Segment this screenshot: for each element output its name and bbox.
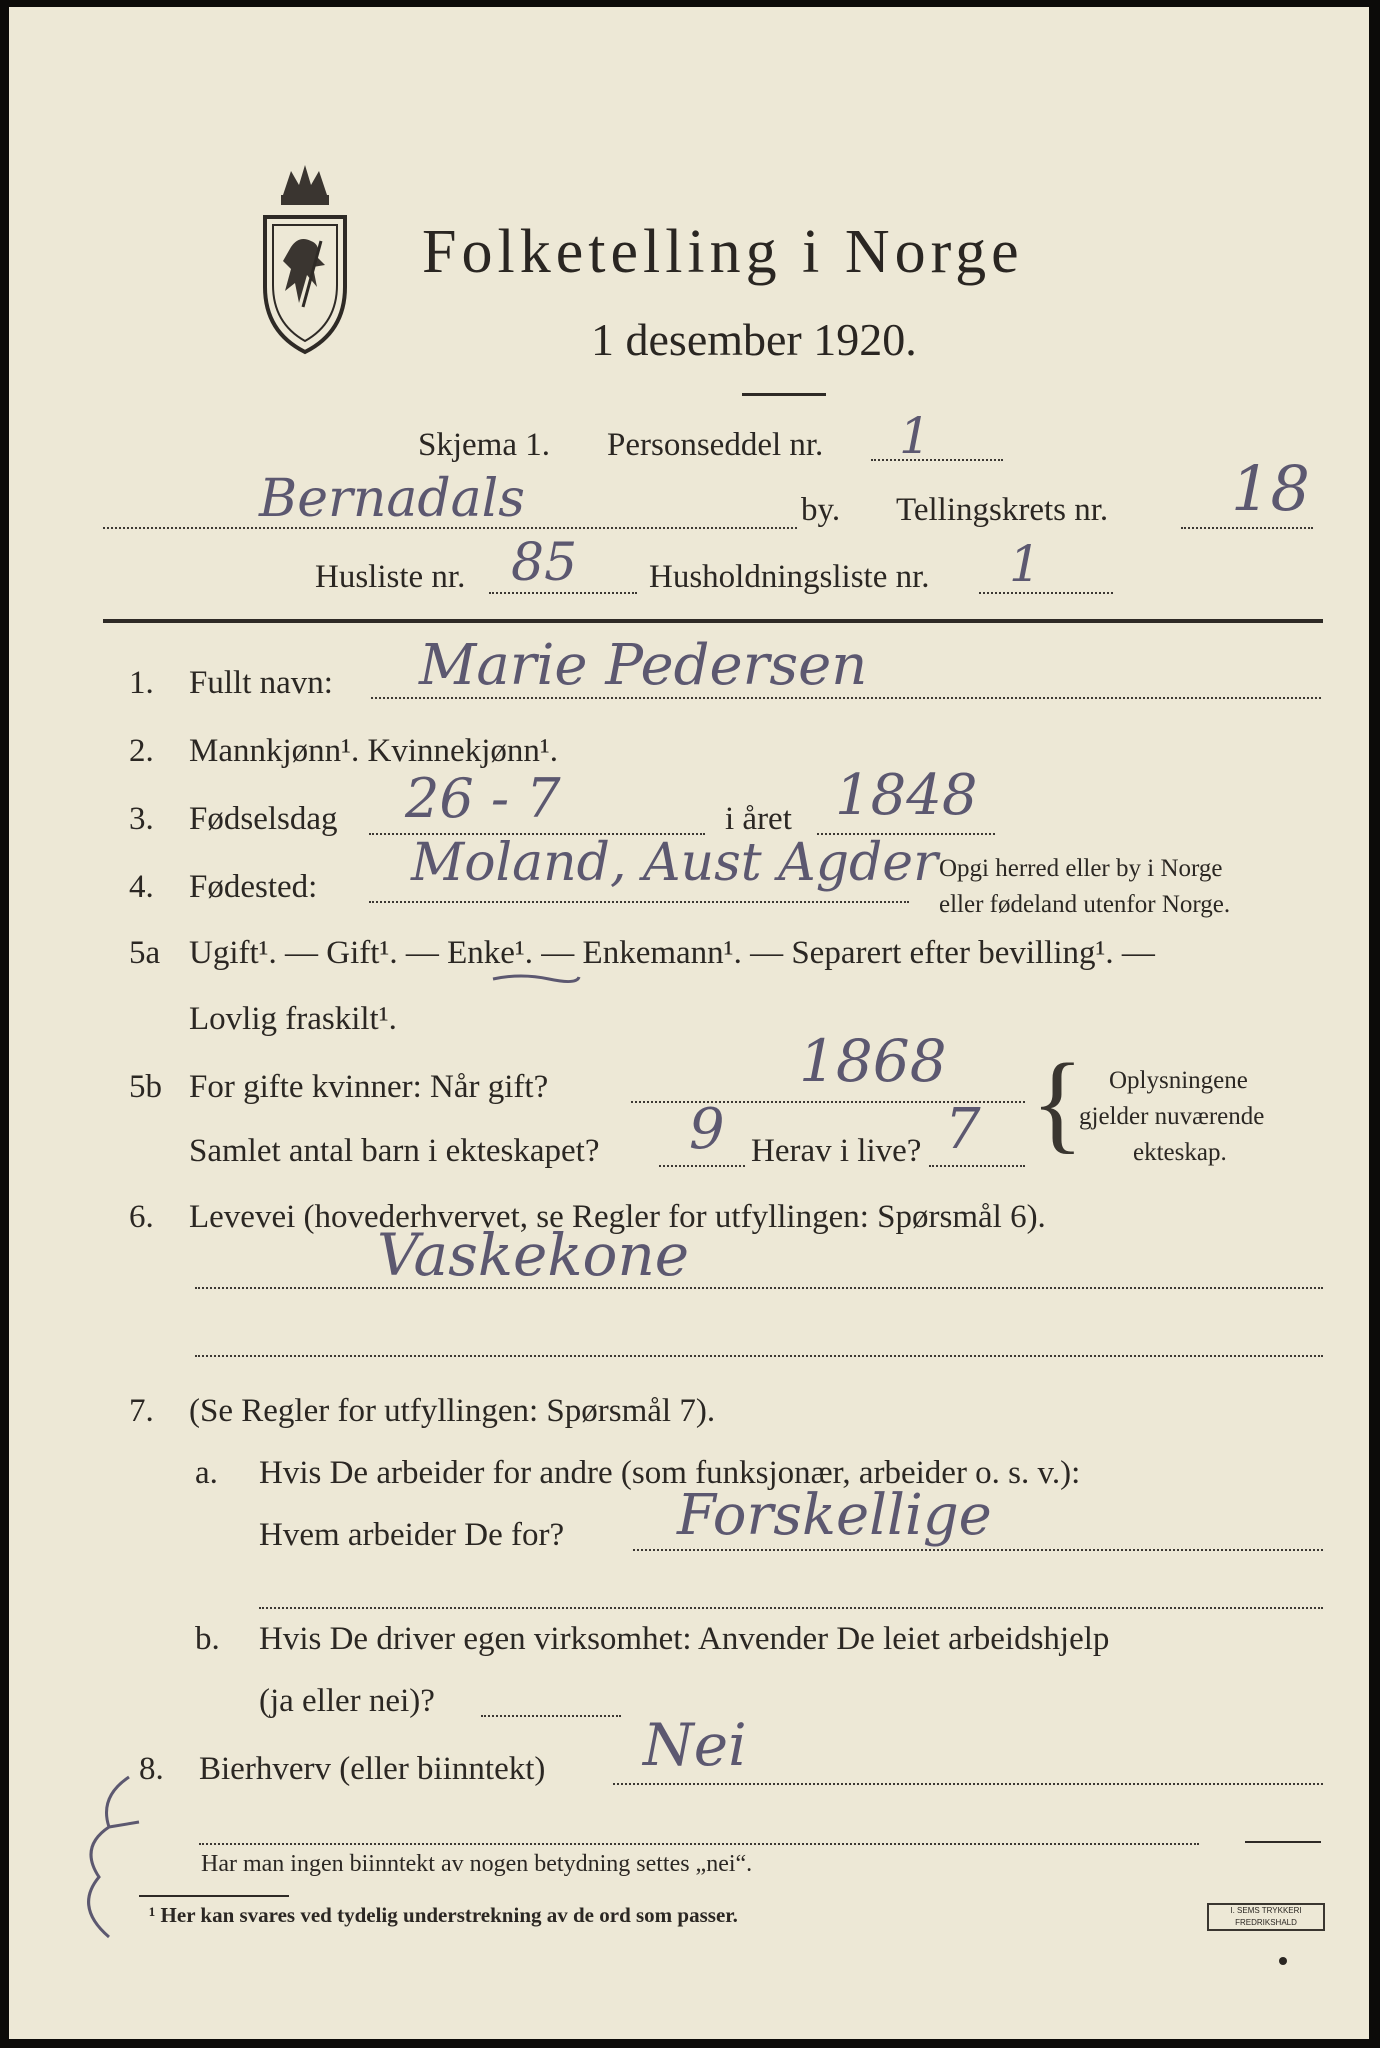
q5b-married-year: 1868 — [799, 1027, 947, 1095]
q8-line-1 — [613, 1783, 1323, 1785]
q5b-children-label: Samlet antal barn i ekteskapet? — [189, 1133, 600, 1169]
tellingskrets-value: 18 — [1231, 452, 1310, 525]
q7b-letter: b. — [195, 1621, 220, 1657]
q5a-status-options: Ugift¹. — Gift¹. — Enke¹. — Enkemann¹. — Separert efter bevilling¹. — — [189, 935, 1155, 971]
q7a-line-1 — [633, 1549, 1323, 1551]
q6-occupation: Vaskekone — [377, 1221, 690, 1289]
q5b-alive-label: Herav i live? — [751, 1133, 922, 1169]
personseddel-value: 1 — [899, 407, 931, 465]
q5b-alive-line — [929, 1165, 1025, 1167]
q3-year-label: i året — [725, 801, 792, 837]
q8-number: 8. — [139, 1751, 164, 1787]
q7a-line-2 — [259, 1607, 1323, 1609]
q2-number: 2. — [129, 733, 154, 769]
q8-dash — [1245, 1841, 1321, 1843]
husholdning-line — [979, 592, 1113, 594]
q5a-status-options-cont: Lovlig fraskilt¹. — [189, 1001, 397, 1037]
q5b-alive-value: 7 — [945, 1097, 981, 1162]
q7a-letter: a. — [195, 1455, 218, 1491]
schema-label: Skjema 1. — [418, 427, 550, 463]
q5b-children-value: 9 — [689, 1097, 725, 1162]
husholdning-value: 1 — [1009, 535, 1041, 593]
q4-label: Fødested: — [189, 869, 318, 905]
q5b-label: For gifte kvinner: Når gift? — [189, 1069, 549, 1105]
q6-line-2 — [195, 1355, 1323, 1357]
city-value: Bernadals — [259, 469, 525, 529]
q7a-employer: Forskellige — [677, 1483, 992, 1548]
tellingskrets-line — [1181, 527, 1313, 529]
q8-label: Bierhverv (eller biinntekt) — [199, 1751, 546, 1787]
husholdning-label: Husholdningsliste nr. — [649, 559, 930, 595]
nei-instruction: Har man ingen biinntekt av nogen betydning settes „nei“. — [201, 1851, 753, 1877]
q4-number: 4. — [129, 869, 154, 905]
footnote-rule — [139, 1895, 289, 1897]
census-form — [9, 7, 1369, 2039]
q7-number: 7. — [129, 1393, 154, 1429]
q2-sex-options: Mannkjønn¹. Kvinnekjønn¹. — [189, 733, 559, 769]
q6-number: 6. — [129, 1199, 154, 1235]
q1-number: 1. — [129, 665, 154, 701]
city-suffix: by. — [801, 492, 841, 528]
q6-line-1 — [195, 1287, 1323, 1289]
q1-label: Fullt navn: — [189, 665, 333, 701]
husliste-value: 85 — [511, 533, 578, 593]
footnote: ¹ Her kan svares ved tydelig understrekning av de ord som passer. — [149, 1903, 738, 1927]
q3-birth-year: 1848 — [835, 763, 978, 828]
q5b-note-line1: Oplysningene — [1109, 1067, 1248, 1094]
q7b-hired-help-label: (ja eller nei)? — [259, 1683, 435, 1719]
q8-secondary-income: Nei — [643, 1711, 747, 1779]
q7-label: (Se Regler for utfyllingen: Spørsmål 7). — [189, 1393, 716, 1429]
q1-full-name: Marie Pedersen — [419, 633, 868, 698]
title-divider — [742, 393, 826, 396]
q3-label: Fødselsdag — [189, 801, 338, 837]
q4-note-line1: Opgi herred eller by i Norge — [939, 855, 1223, 882]
q7a-employer-label: Hvem arbeider De for? — [259, 1517, 565, 1553]
census-date: 1 desember 1920. — [591, 314, 917, 365]
husliste-label: Husliste nr. — [315, 559, 466, 595]
q8-line-2 — [199, 1843, 1199, 1845]
q5b-children-line — [659, 1165, 745, 1167]
q6-label: Levevei (hovederhvervet, se Regler for utfyllingen: Spørsmål 6). — [189, 1199, 1046, 1235]
q4-note-line2: eller fødeland utenfor Norge. — [939, 891, 1231, 918]
personseddel-line — [871, 459, 1003, 461]
q4-birthplace: Moland, Aust Agder — [411, 833, 938, 893]
q5b-note-line3: ekteskap. — [1133, 1139, 1227, 1166]
q3-number: 3. — [129, 801, 154, 837]
q5b-note-line2: gjelder nuværende — [1079, 1103, 1265, 1130]
printer-stamp: I. SEMS TRYKKERI FREDRIKSHALD — [1207, 1903, 1325, 1931]
norway-coat-of-arms-icon — [255, 157, 355, 357]
q3-birthday: 26 - 7 — [405, 767, 561, 830]
header-rule — [103, 619, 1323, 623]
tellingskrets-label: Tellingskrets nr. — [896, 492, 1109, 528]
enke-underline-mark — [491, 971, 581, 985]
q7b-question: Hvis De driver egen virksomhet: Anvender De leiet arbeidshjelp — [259, 1621, 1110, 1657]
form-title: Folketelling i Norge — [422, 218, 1024, 286]
q5a-number: 5a — [129, 935, 161, 971]
ink-dot — [1279, 1957, 1287, 1965]
q5b-brace: { — [1031, 1041, 1084, 1163]
q7a-question: Hvis De arbeider for andre (som funksjonær, arbeider o. s. v.): — [259, 1455, 1081, 1491]
q7b-line — [481, 1715, 621, 1717]
personseddel-label: Personseddel nr. — [607, 427, 824, 463]
q4-line — [369, 901, 909, 903]
q5b-number: 5b — [129, 1069, 162, 1105]
